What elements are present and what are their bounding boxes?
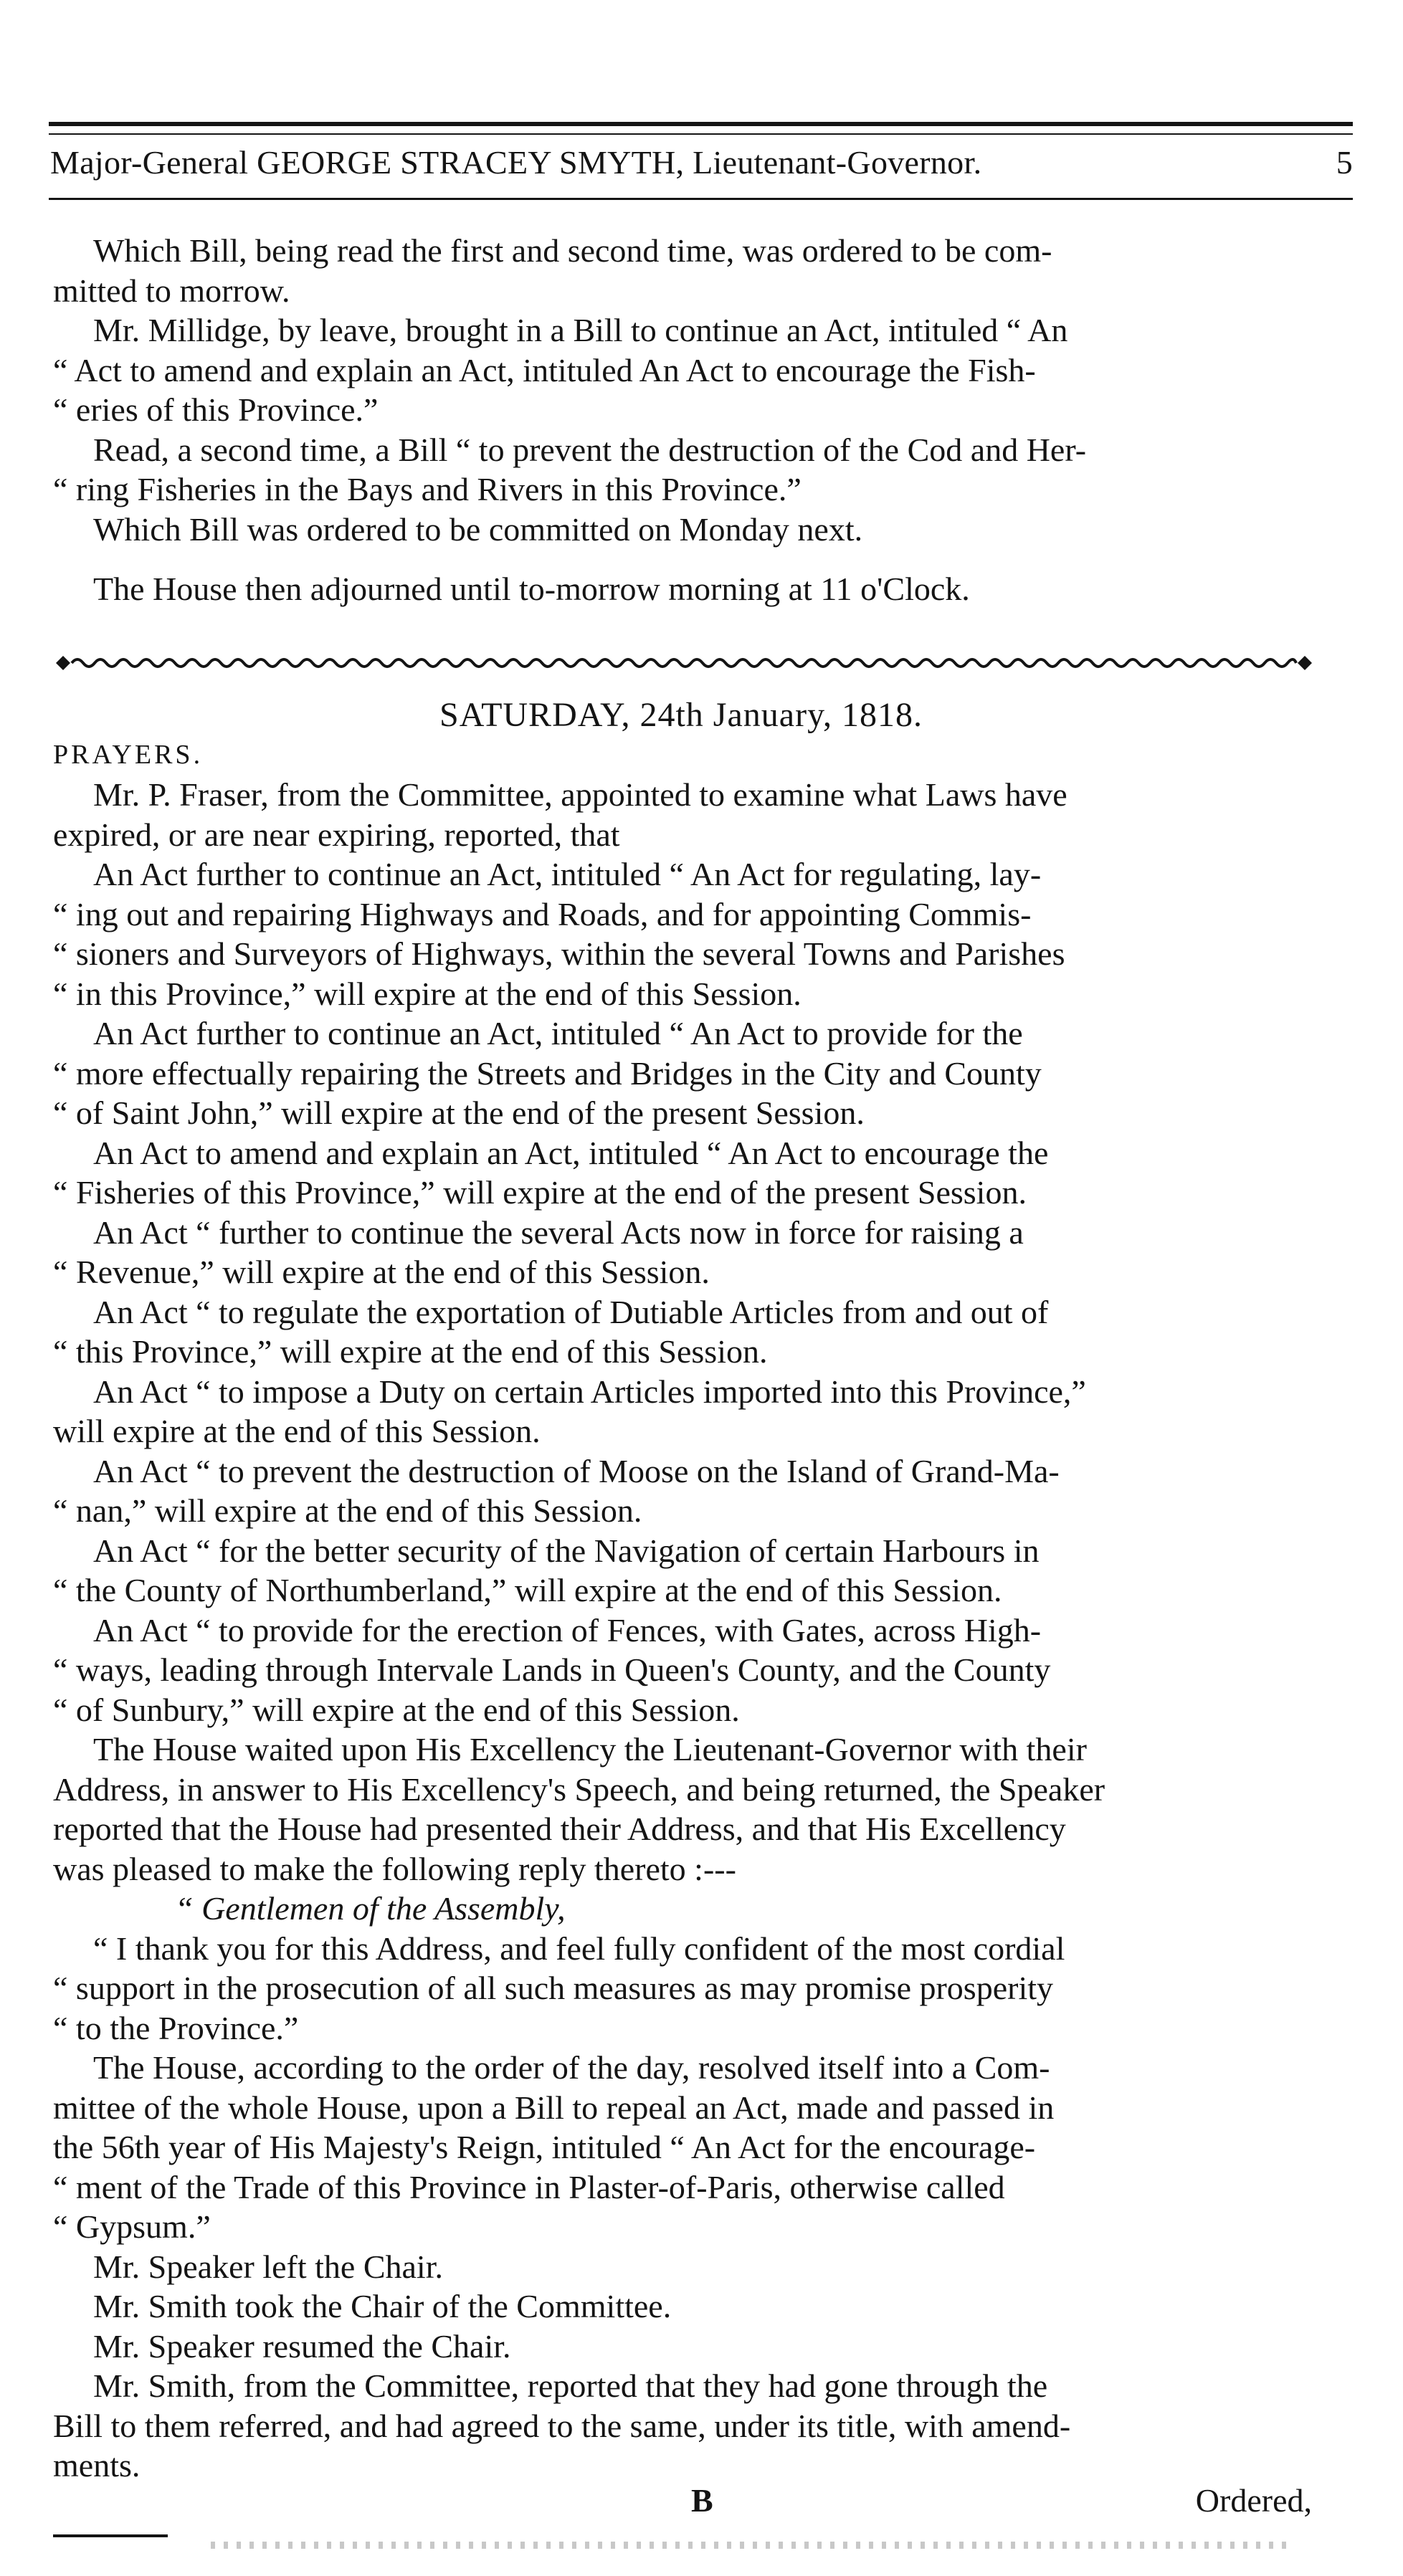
text-line: “ nan,” will expire at the end of this Session. (53, 1492, 642, 1529)
top-rule (49, 122, 1353, 126)
section-saturday-proceedings (53, 695, 1309, 2486)
text-line: Mr. Smith took the Chair of the Committee. (93, 2288, 672, 2324)
page-footer (53, 2481, 1312, 2524)
text-line: An Act “ to regulate the exportation of Dutiable Articles from and out of (93, 1293, 1049, 1330)
text-line: The House, according to the order of the day, resolved itself into a Com- (93, 2049, 1050, 2086)
text-line: An Act to amend and explain an Act, intituled “ An Act to encourage the (93, 1134, 1049, 1171)
text-line: “ the County of Northumberland,” will expire at the end of this Session. (53, 1572, 1002, 1608)
text-line: “ support in the prosecution of all such measures as may promise prosperity (53, 1970, 1054, 2006)
text-line: “ Gypsum.” (53, 2208, 211, 2245)
text-line: An Act “ to impose a Duty on certain Articles imported into this Province,” (93, 1373, 1086, 1410)
text-line: “ more effectually repairing the Streets and Bridges in the City and County (53, 1054, 1042, 1092)
text-line: “ sioners and Surveyors of Highways, within the several Towns and Parishes (53, 935, 1065, 972)
text-line: An Act “ for the better security of the Navigation of certain Harbours in (93, 1532, 1040, 1569)
text-line: Which Bill was ordered to be committed on Monday next. (93, 510, 863, 548)
catchword: Ordered, (1195, 2482, 1312, 2519)
text-line: An Act “ further to continue the several Acts now in force for raising a (93, 1213, 1024, 1251)
text-line: will expire at the end of this Session. (53, 1413, 541, 1449)
text-line: ments. (53, 2447, 141, 2484)
text-line: Bill to them referred, and had agreed to the same, under its title, with amend- (53, 2407, 1071, 2444)
text-line: An Act further to continue an Act, intituled “ An Act to provide for the (93, 1015, 1023, 1051)
text-line: the 56th year of His Majesty's Reign, intituled “ An Act for the encourage- (53, 2129, 1036, 2165)
ornamental-divider (53, 649, 1315, 677)
top-rule-thin (49, 133, 1353, 135)
text-line: The House waited upon His Excellency the Lieutenant-Governor with their (93, 1731, 1087, 1768)
footer-rule (53, 2534, 168, 2537)
text-line: “ Fisheries of this Province,” will expire at the end of the present Session. (53, 1174, 1027, 1211)
adjournment-line: The House then adjourned until to-morrow morning at 11 o'Clock. (93, 571, 970, 607)
text-line: “ to the Province.” (53, 2009, 299, 2046)
page-number: 5 (1336, 144, 1353, 181)
text-line: mittee of the whole House, upon a Bill to repeal an Act, made and passed in (53, 2089, 1055, 2126)
text-line: “ this Province,” will expire at the end of this Session. (53, 1333, 768, 1370)
text-line: An Act further to continue an Act, intituled “ An Act for regulating, lay- (93, 856, 1042, 892)
text-line: “ ring Fisheries in the Bays and Rivers in this Province.” (53, 471, 802, 507)
text-line: “ ing out and repairing Highways and Roads, and for appointing Commis- (53, 895, 1032, 932)
text-line: Mr. Millidge, by leave, brought in a Bill to continue an Act, intituled “ An (93, 312, 1068, 348)
text-line: “ Act to amend and explain an Act, intituled An Act to encourage the Fish- (53, 351, 1036, 388)
text-line: “ ways, leading through Intervale Lands in Queen's County, and the County (53, 1651, 1051, 1688)
text-line: “ Revenue,” will expire at the end of this Session. (53, 1254, 710, 1290)
prayers-heading: PRAYERS. (53, 739, 204, 770)
header-rule (49, 198, 1353, 200)
text-line: “ of Saint John,” will expire at the end of the present Session. (53, 1094, 865, 1131)
text-line: reported that the House had presented their Address, and that His Excellency (53, 1811, 1066, 1847)
text-line: Mr. Smith, from the Committee, reported that they had gone through the (93, 2367, 1048, 2404)
text-line: mitted to morrow. (53, 272, 290, 309)
text-line: Mr. Speaker resumed the Chair. (93, 2327, 511, 2365)
text-line: “ eries of this Province.” (53, 391, 379, 428)
text-line: Mr. Speaker left the Chair. (93, 2248, 443, 2285)
text-line: Mr. P. Fraser, from the Committee, appointed to examine what Laws have (93, 776, 1067, 813)
section-friday-proceedings (53, 231, 1309, 609)
text-line: expired, or are near expiring, reported, that (53, 816, 620, 853)
text-line: Read, a second time, a Bill “ to prevent the destruction of the Cod and Her- (93, 431, 1087, 468)
text-line: “ of Sunbury,” will expire at the end of this Session. (53, 1691, 740, 1728)
signature-mark: B (691, 2482, 713, 2519)
text-line: “ Gentlemen of the Assembly, (175, 1890, 566, 1927)
text-line: “ I thank you for this Address, and feel fully confident of the most cordial (93, 1929, 1065, 1967)
text-line: Which Bill, being read the first and second time, was ordered to be com- (93, 232, 1052, 269)
text-line: “ ment of the Trade of this Province in Plaster-of-Paris, otherwise called (53, 2168, 1005, 2205)
header-title: Major-General GEORGE STRACEY SMYTH, Lieutenant-Governor. (50, 144, 982, 181)
print-specks (211, 2542, 1286, 2549)
date-heading: SATURDAY, 24th January, 1818. (439, 696, 923, 734)
text-line: Address, in answer to His Excellency's Speech, and being returned, the Speaker (53, 1770, 1105, 1808)
text-line: An Act “ to provide for the erection of Fences, with Gates, across High- (93, 1611, 1042, 1649)
text-line: An Act “ to prevent the destruction of Moose on the Island of Grand-Ma- (93, 1452, 1060, 1489)
text-line: “ in this Province,” will expire at the end of this Session. (53, 975, 802, 1012)
running-header (50, 143, 1353, 189)
text-line: was pleased to make the following reply thereto :--- (53, 1850, 736, 1887)
